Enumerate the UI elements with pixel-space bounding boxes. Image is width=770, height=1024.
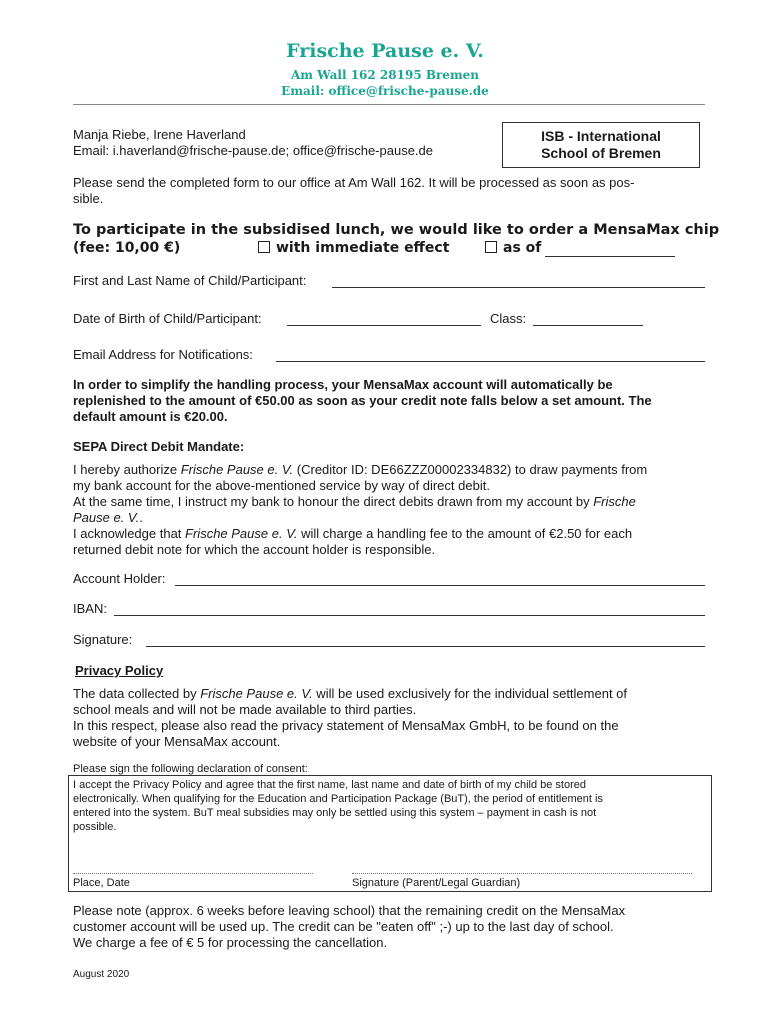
iban-field[interactable] — [114, 601, 705, 616]
auto-topup-line-1: In order to simplify the handling process, your MensaMax account will automatically be — [73, 377, 613, 392]
org-name: Frische Pause e. V. — [286, 40, 484, 62]
as-of-label: as of — [503, 240, 542, 256]
dob-label: Date of Birth of Child/Participant: — [73, 311, 262, 326]
cancellation-note: Please note (approx. 6 weeks before leaving school) that the remaining credit on the MensaMax customer account will be used up. The credit can be "eaten off" ;-) up to the last day of school. We charge a fee of € 5 for processing the cancellation. — [73, 903, 626, 950]
name-label: First and Last Name of Child/Participant: — [73, 273, 307, 288]
school-line-1: ISB - International — [541, 128, 661, 144]
auto-topup-line-3: default amount is €20.00. — [73, 409, 228, 424]
signature-label: Signature: — [73, 632, 133, 647]
sepa-heading: SEPA Direct Debit Mandate: — [73, 439, 245, 454]
intro-line-2: sible. — [73, 191, 104, 206]
header-divider — [73, 104, 705, 105]
email-field[interactable] — [276, 347, 705, 362]
option-as-of[interactable] — [485, 240, 541, 256]
sepa-text: I hereby authorize Frische Pause e. V. (Creditor ID: DE66ZZZ00002334832) to draw payments from my bank account for the above-mentioned service by way of direct debit. At the same time, I instruct my bank to honour the direct debits drawn from my account by Frische Pause e. V.. I acknowledge that Frische Pause e. V. will charge a handling fee to the amount of €2.50 for each returned debit note for which the account holder is responsible. — [73, 462, 648, 557]
signature-field[interactable] — [146, 632, 705, 647]
school-line-2: School of Bremen — [541, 145, 661, 161]
consent-text: I accept the Privacy Policy and agree that the first name, last name and date of birth of my child be stored electronically. When qualifying for the Education and Participation Package (BuT), the period of entitlement is entered into the system. BuT meal subsidies may only be settled using this system – payment in cash is not possible. — [73, 779, 603, 833]
option-immediate[interactable] — [258, 240, 449, 256]
school-box — [502, 122, 700, 168]
intro-text — [73, 175, 705, 207]
intro-line-1: Please send the completed form to our office at Am Wall 162. It will be processed as soon as pos- — [73, 175, 635, 190]
org-email: Email: office@frische-pause.de — [281, 84, 489, 98]
privacy-heading: Privacy Policy — [75, 663, 164, 678]
org-address: Am Wall 162 28195 Bremen — [291, 68, 479, 82]
contact-email: Email: i.haverland@frische-pause.de; office@frische-pause.de — [73, 143, 434, 158]
account-holder-label: Account Holder: — [73, 571, 166, 586]
immediate-label: with immediate effect — [276, 240, 450, 256]
place-date-label: Place, Date — [73, 877, 130, 889]
guardian-signature-label: Signature (Parent/Legal Guardian) — [352, 877, 521, 889]
name-field[interactable] — [332, 273, 705, 288]
auto-topup-line-2: replenished to the amount of €50.00 as soon as your credit note falls below a set amount. The — [73, 393, 652, 408]
immediate-checkbox[interactable] — [258, 241, 270, 253]
contact-names: Manja Riebe, Irene Haverland — [73, 127, 246, 142]
place-date-field[interactable] — [73, 873, 313, 874]
auto-topup-text — [73, 377, 705, 425]
privacy-text: The data collected by Frische Pause e. V. will be used exclusively for the individual settlement of school meals and will not be made available to third parties. In this respect, please also read the privacy statement of MensaMax GmbH, to be found on the website of your MensaMax account. — [73, 686, 628, 749]
dob-field[interactable] — [287, 311, 481, 326]
contact-block — [73, 127, 433, 159]
as-of-date-field[interactable] — [545, 241, 675, 257]
account-holder-field[interactable] — [175, 571, 705, 586]
order-fee: (fee: 10,00 €) — [73, 240, 181, 256]
iban-label: IBAN: — [73, 601, 107, 616]
email-label: Email Address for Notifications: — [73, 347, 253, 362]
guardian-signature-field[interactable] — [352, 873, 692, 874]
class-field[interactable] — [533, 311, 643, 326]
as-of-checkbox[interactable] — [485, 241, 497, 253]
consent-intro: Please sign the following declaration of consent: — [73, 763, 308, 775]
footer-date: August 2020 — [73, 969, 130, 980]
order-heading: To participate in the subsidised lunch, we would like to order a MensaMax chip — [73, 222, 720, 238]
class-label: Class: — [490, 311, 527, 326]
